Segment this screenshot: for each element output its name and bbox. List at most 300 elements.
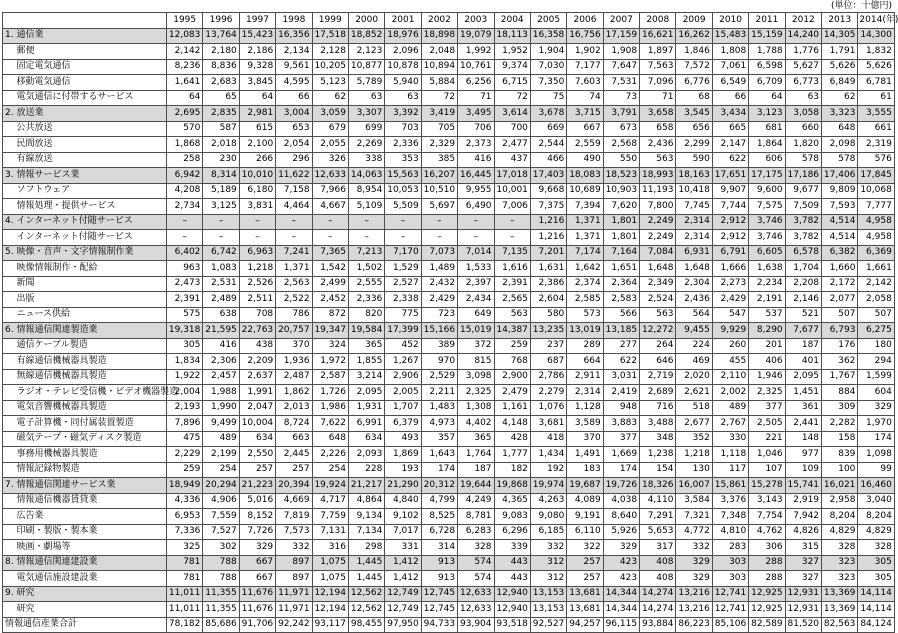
value-cell: 10,068 — [858, 183, 894, 199]
value-cell: 328 — [858, 540, 894, 556]
value-cell: – — [348, 214, 384, 230]
value-cell: 20,294 — [203, 478, 239, 494]
value-cell: 1,669 — [603, 447, 639, 463]
value-cell: 2,095 — [785, 369, 821, 385]
value-cell: 2,912 — [712, 214, 748, 230]
category-number: 9. — [3, 586, 15, 602]
value-cell: – — [203, 214, 239, 230]
value-cell: 2,434 — [458, 292, 494, 308]
year-header: 2005 — [530, 13, 566, 29]
value-cell: 7,170 — [385, 245, 421, 261]
value-cell: 3,495 — [458, 106, 494, 122]
value-cell: 13,216 — [676, 602, 712, 618]
value-cell: 2,110 — [712, 369, 748, 385]
row-label: インターネット付随サービス — [15, 230, 167, 246]
value-cell: 18,113 — [494, 28, 530, 44]
value-cell: 1,128 — [567, 400, 603, 416]
value-cell: 2,912 — [712, 230, 748, 246]
value-cell: 4,038 — [603, 493, 639, 509]
value-cell: 7,575 — [749, 199, 785, 215]
value-cell: 2,269 — [348, 137, 384, 153]
value-cell: 74 — [567, 90, 603, 106]
value-cell: 257 — [239, 462, 275, 478]
value-cell: 9,955 — [458, 183, 494, 199]
value-cell: 7,622 — [312, 416, 348, 432]
row-label: 情報記録物製造 — [15, 462, 167, 478]
value-cell: 2,477 — [494, 137, 530, 153]
value-cell: 4,365 — [494, 493, 530, 509]
row-indent — [3, 276, 15, 292]
value-cell: 3,782 — [785, 214, 821, 230]
value-cell: 315 — [785, 540, 821, 556]
value-cell: 490 — [567, 152, 603, 168]
value-cell: 19,726 — [603, 478, 639, 494]
value-cell: 1,846 — [676, 44, 712, 60]
value-cell: 3,143 — [749, 493, 785, 509]
row-label: 情報処理・提供サービス — [15, 199, 167, 215]
value-cell: 330 — [712, 431, 748, 447]
value-cell: 259 — [494, 338, 530, 354]
category-number: 5. — [3, 245, 15, 261]
value-cell: 3,323 — [822, 106, 858, 122]
year-header: 2012 — [785, 13, 821, 29]
value-cell: 14,305 — [822, 28, 858, 44]
value-cell: 12,194 — [312, 586, 348, 602]
value-cell: 1,820 — [785, 137, 821, 153]
value-cell: 5,653 — [640, 524, 676, 540]
value-cell: 180 — [858, 338, 894, 354]
value-cell: 16,021 — [822, 478, 858, 494]
value-cell: 13,681 — [567, 586, 603, 602]
row-label: 出版 — [15, 292, 167, 308]
table-row — [3, 602, 895, 618]
value-cell: 18,852 — [348, 28, 384, 44]
value-cell: 15,741 — [785, 478, 821, 494]
value-cell: 71 — [458, 90, 494, 106]
value-cell: 7,291 — [640, 509, 676, 525]
value-cell: 63 — [348, 90, 384, 106]
value-cell: 14,274 — [640, 586, 676, 602]
value-cell: 948 — [603, 400, 639, 416]
value-cell: 64 — [239, 90, 275, 106]
value-cell: 7,603 — [567, 75, 603, 91]
value-cell: 63 — [385, 90, 421, 106]
value-cell: 3,419 — [421, 106, 457, 122]
value-cell: 352 — [676, 431, 712, 447]
value-cell: 14,240 — [785, 28, 821, 44]
value-cell: 78,182 — [167, 617, 203, 633]
value-cell: 2,055 — [312, 137, 348, 153]
value-cell: 7,017 — [385, 524, 421, 540]
value-cell: 1,529 — [385, 261, 421, 277]
year-header: 2010 — [712, 13, 748, 29]
value-cell: 10,510 — [421, 183, 457, 199]
value-cell: 16,358 — [530, 28, 566, 44]
row-label: 公共放送 — [15, 121, 167, 137]
value-cell: 13,681 — [567, 602, 603, 618]
category-row — [3, 214, 895, 230]
value-cell: 2,373 — [458, 137, 494, 153]
value-cell: 648 — [822, 121, 858, 137]
value-cell: 4,717 — [312, 493, 348, 509]
value-cell: 3,782 — [785, 230, 821, 246]
value-cell: 443 — [494, 571, 530, 587]
value-cell: 4,829 — [858, 524, 894, 540]
value-cell: 357 — [421, 431, 457, 447]
row-indent — [3, 137, 15, 153]
value-cell: 648 — [312, 431, 348, 447]
value-cell: 176 — [822, 338, 858, 354]
value-cell: 570 — [167, 121, 203, 137]
value-cell: 6,791 — [712, 245, 748, 261]
value-cell: 6,110 — [567, 524, 603, 540]
value-cell: 22,763 — [239, 323, 275, 339]
value-cell: 99 — [858, 462, 894, 478]
value-cell: 1,660 — [822, 261, 858, 277]
value-cell: 12,749 — [385, 602, 421, 618]
value-cell: 4,973 — [421, 416, 457, 432]
value-cell: 2,637 — [239, 369, 275, 385]
value-cell: 332 — [676, 540, 712, 556]
value-cell: 12,562 — [348, 586, 384, 602]
value-cell: 12,745 — [421, 602, 457, 618]
value-cell: 7,006 — [494, 199, 530, 215]
value-cell: 257 — [276, 462, 312, 478]
value-cell: 2,767 — [712, 416, 748, 432]
value-cell: 6,549 — [712, 75, 748, 91]
value-cell: 4,464 — [276, 199, 312, 215]
value-cell: – — [458, 230, 494, 246]
value-cell: 2,550 — [239, 447, 275, 463]
row-indent — [3, 400, 15, 416]
value-cell: 708 — [239, 307, 275, 323]
value-cell: 3,589 — [567, 416, 603, 432]
value-cell: 365 — [348, 338, 384, 354]
value-cell: – — [385, 230, 421, 246]
year-header: 1995 — [167, 13, 203, 29]
value-cell: 2,473 — [167, 276, 203, 292]
value-cell: 21,290 — [385, 478, 421, 494]
total-row — [3, 617, 895, 633]
value-cell: 6,382 — [822, 245, 858, 261]
row-indent — [3, 90, 15, 106]
value-cell: 2,906 — [385, 369, 421, 385]
row-indent — [3, 59, 15, 75]
value-cell: 884 — [822, 385, 858, 401]
row-label: ニュース供給 — [15, 307, 167, 323]
value-cell: 2,391 — [494, 276, 530, 292]
category-number: 6. — [3, 323, 15, 339]
value-cell: 521 — [785, 307, 821, 323]
value-cell: 377 — [603, 431, 639, 447]
value-cell: 326 — [312, 152, 348, 168]
value-cell: 3,392 — [385, 106, 421, 122]
value-cell: 323 — [822, 571, 858, 587]
value-cell: 5,627 — [785, 59, 821, 75]
value-cell: 537 — [749, 307, 785, 323]
value-cell: 12,940 — [494, 602, 530, 618]
value-cell: 17,018 — [494, 168, 530, 184]
value-cell: 5,926 — [603, 524, 639, 540]
value-cell: – — [385, 214, 421, 230]
value-cell: 12,633 — [458, 586, 494, 602]
value-cell: 10,418 — [676, 183, 712, 199]
value-cell: 7,350 — [530, 75, 566, 91]
value-cell: 703 — [385, 121, 421, 137]
value-cell: 1,046 — [749, 447, 785, 463]
value-cell: 2,487 — [276, 369, 312, 385]
value-cell: 8,152 — [239, 509, 275, 525]
value-cell: 14,114 — [858, 602, 894, 618]
value-cell: 2,199 — [203, 447, 239, 463]
value-cell: 93,904 — [458, 617, 494, 633]
value-cell: 8,724 — [276, 416, 312, 432]
year-header: 2004 — [494, 13, 530, 29]
value-cell: 2,005 — [385, 385, 421, 401]
value-cell: 4,669 — [276, 493, 312, 509]
value-cell: 673 — [603, 121, 639, 137]
value-cell: 8,204 — [858, 509, 894, 525]
value-cell: 13,185 — [603, 323, 639, 339]
value-cell: 72 — [494, 90, 530, 106]
value-cell: 183 — [567, 462, 603, 478]
value-cell: 2,559 — [567, 137, 603, 153]
value-cell: 5,123 — [312, 75, 348, 91]
row-label: 磁気テープ・磁気ディスク製造 — [15, 431, 167, 447]
value-cell: 15,861 — [712, 478, 748, 494]
value-cell: 2,499 — [312, 276, 348, 292]
value-cell: 2,338 — [385, 292, 421, 308]
value-cell: 2,095 — [348, 385, 384, 401]
row-label: 電子計算機・同付属装置製造 — [15, 416, 167, 432]
value-cell: – — [494, 214, 530, 230]
value-cell: 6,296 — [494, 524, 530, 540]
value-cell: 9,668 — [530, 183, 566, 199]
table-wrapper — [2, 12, 898, 633]
value-cell: 872 — [312, 307, 348, 323]
value-cell: 1,371 — [276, 261, 312, 277]
value-cell: 2,314 — [567, 385, 603, 401]
value-cell: 10,001 — [494, 183, 530, 199]
value-cell: 348 — [640, 431, 676, 447]
value-cell: 11,971 — [276, 586, 312, 602]
value-cell: 634 — [348, 431, 384, 447]
value-cell: 1,371 — [567, 230, 603, 246]
value-cell: 1,666 — [712, 261, 748, 277]
value-cell: 6,369 — [858, 245, 894, 261]
value-cell: 11,676 — [239, 586, 275, 602]
value-cell: 1,661 — [858, 261, 894, 277]
value-cell: 62 — [312, 90, 348, 106]
row-label: 新聞 — [15, 276, 167, 292]
value-cell: 7,573 — [276, 524, 312, 540]
value-cell: 187 — [785, 338, 821, 354]
value-cell: 11,011 — [167, 586, 203, 602]
value-cell: 706 — [458, 121, 494, 137]
value-cell: 12,562 — [348, 602, 384, 618]
value-cell: 329 — [676, 555, 712, 571]
value-cell: 2,374 — [567, 276, 603, 292]
value-cell: 4,826 — [785, 524, 821, 540]
row-indent — [3, 183, 15, 199]
value-cell: 328 — [458, 540, 494, 556]
value-cell: 17,159 — [603, 28, 639, 44]
value-cell: 6,605 — [749, 245, 785, 261]
category-label: 映像・音声・文字情報制作業 — [15, 245, 167, 261]
value-cell: 1,868 — [167, 137, 203, 153]
category-number: 8. — [3, 555, 15, 571]
value-cell: 2,336 — [348, 292, 384, 308]
table-row — [3, 431, 895, 447]
value-cell: 2,835 — [203, 106, 239, 122]
value-cell: 9,191 — [567, 509, 603, 525]
value-cell: 2,180 — [203, 44, 239, 60]
row-indent — [3, 447, 15, 463]
value-cell: 658 — [640, 121, 676, 137]
value-cell: 1,216 — [530, 230, 566, 246]
value-cell: 12,083 — [167, 28, 203, 44]
value-cell: 2,134 — [276, 44, 312, 60]
value-cell: 2,279 — [530, 385, 566, 401]
value-cell: 16,756 — [567, 28, 603, 44]
value-cell: 2,299 — [676, 137, 712, 153]
value-cell: 15,278 — [749, 478, 785, 494]
row-indent — [3, 354, 15, 370]
value-cell: 679 — [312, 121, 348, 137]
value-cell: 15,166 — [421, 323, 457, 339]
value-cell: 9,102 — [385, 509, 421, 525]
value-cell: 9,907 — [712, 183, 748, 199]
table-row — [3, 509, 895, 525]
value-cell: 16,460 — [858, 478, 894, 494]
value-cell: 7,572 — [676, 59, 712, 75]
value-cell: 10,878 — [385, 59, 421, 75]
value-cell: 6,715 — [494, 75, 530, 91]
row-indent — [3, 493, 15, 509]
value-cell: 2,452 — [312, 292, 348, 308]
value-cell: 788 — [203, 555, 239, 571]
value-cell: 329 — [858, 400, 894, 416]
value-cell: 6,773 — [785, 75, 821, 91]
value-cell: 7,759 — [312, 509, 348, 525]
value-cell: 100 — [822, 462, 858, 478]
value-cell: 18,163 — [676, 168, 712, 184]
value-cell: 406 — [749, 354, 785, 370]
value-cell: 1,533 — [458, 261, 494, 277]
value-cell: 11,355 — [203, 586, 239, 602]
value-cell: 19,584 — [348, 323, 384, 339]
value-cell: 12,633 — [458, 602, 494, 618]
value-cell: 325 — [167, 540, 203, 556]
value-cell: 372 — [458, 338, 494, 354]
value-cell: 93,117 — [312, 617, 348, 633]
value-cell: 1,641 — [167, 75, 203, 91]
value-cell: 12,925 — [749, 586, 785, 602]
value-cell: – — [458, 214, 494, 230]
table-row — [3, 385, 895, 401]
value-cell: 507 — [858, 307, 894, 323]
value-cell: – — [348, 230, 384, 246]
value-cell: 148 — [785, 431, 821, 447]
category-number: 3. — [3, 168, 15, 184]
table-row — [3, 137, 895, 153]
value-cell: 408 — [640, 555, 676, 571]
value-cell: 2,314 — [676, 214, 712, 230]
value-cell: 437 — [494, 152, 530, 168]
value-cell: 3,545 — [676, 106, 712, 122]
year-header: 2008 — [640, 13, 676, 29]
value-cell: 7,158 — [276, 183, 312, 199]
value-cell: 2,429 — [712, 292, 748, 308]
value-cell: 7,164 — [603, 245, 639, 261]
value-cell: 329 — [239, 540, 275, 556]
value-cell: 1,412 — [385, 555, 421, 571]
value-cell: 85,686 — [203, 617, 239, 633]
value-cell: 187 — [458, 462, 494, 478]
value-cell: 622 — [603, 354, 639, 370]
value-cell: 7,394 — [567, 199, 603, 215]
value-cell: 2,568 — [603, 137, 639, 153]
value-cell: 3,434 — [712, 106, 748, 122]
value-cell: 154 — [640, 462, 676, 478]
value-cell: 12,749 — [385, 586, 421, 602]
value-cell: 305 — [858, 555, 894, 571]
value-cell: 475 — [167, 431, 203, 447]
value-cell: 416 — [203, 338, 239, 354]
value-cell: 2,172 — [822, 276, 858, 292]
value-cell: 1,434 — [530, 447, 566, 463]
value-cell: 3,845 — [239, 75, 275, 91]
value-cell: 18,523 — [603, 168, 639, 184]
value-cell: 1,764 — [458, 447, 494, 463]
value-cell: 9,499 — [203, 416, 239, 432]
row-label: 研究 — [15, 602, 167, 618]
value-cell: 13,369 — [822, 586, 858, 602]
table-row — [3, 121, 895, 137]
value-cell: 1,648 — [676, 261, 712, 277]
value-cell: 7,061 — [712, 59, 748, 75]
year-header: 2011 — [749, 13, 785, 29]
value-cell: 6,180 — [239, 183, 275, 199]
value-cell: 97,950 — [385, 617, 421, 633]
value-cell: 329 — [676, 571, 712, 587]
value-cell: 2,306 — [203, 354, 239, 370]
value-cell: 1,502 — [348, 261, 384, 277]
value-cell: 977 — [785, 447, 821, 463]
value-cell: 2,018 — [203, 137, 239, 153]
value-cell: 2,364 — [603, 276, 639, 292]
row-indent — [3, 199, 15, 215]
category-label: 放送業 — [15, 106, 167, 122]
value-cell: 2,047 — [239, 400, 275, 416]
value-cell: 7,593 — [822, 199, 858, 215]
value-cell: 86,223 — [676, 617, 712, 633]
value-cell: 6,598 — [749, 59, 785, 75]
value-cell: 1,726 — [312, 385, 348, 401]
value-cell: 1,704 — [785, 261, 821, 277]
value-cell: 20,394 — [276, 478, 312, 494]
value-cell: 2,093 — [348, 447, 384, 463]
value-cell: 547 — [712, 307, 748, 323]
value-cell: 6,793 — [822, 323, 858, 339]
table-row — [3, 75, 895, 91]
value-cell: 7,365 — [312, 245, 348, 261]
value-cell: 2,511 — [239, 292, 275, 308]
value-cell: 6,991 — [348, 416, 384, 432]
value-cell: 221 — [749, 431, 785, 447]
value-cell: 302 — [203, 540, 239, 556]
value-cell: 1,908 — [603, 44, 639, 60]
